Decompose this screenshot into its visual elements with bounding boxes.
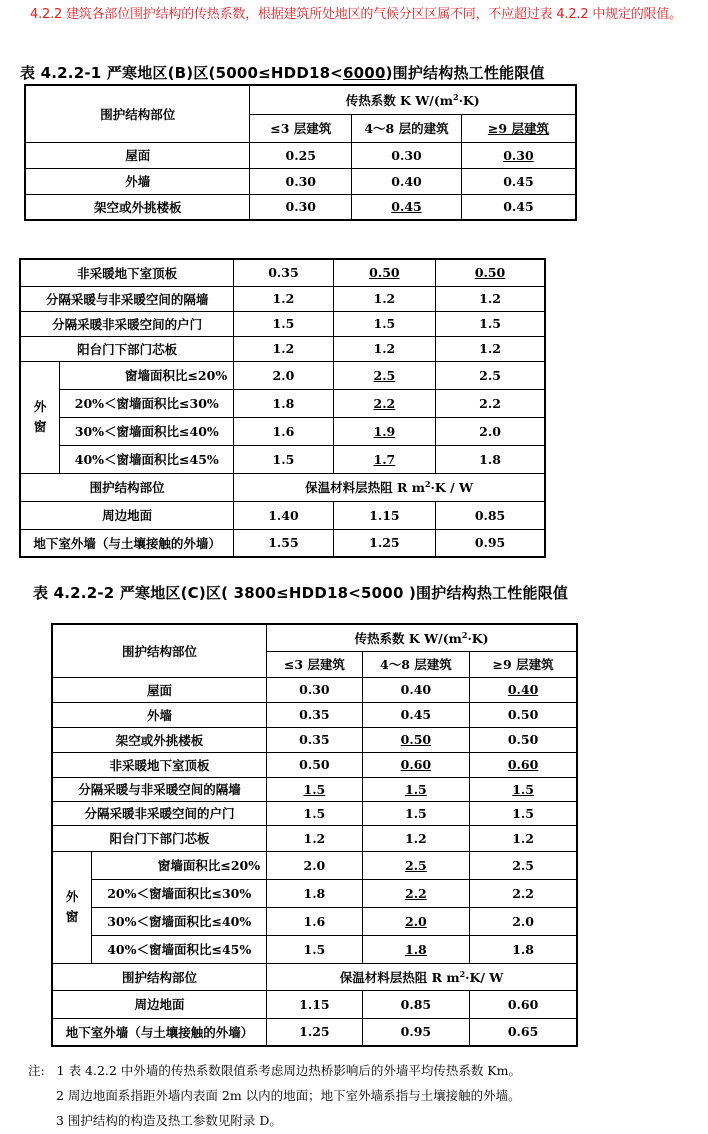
- cell-value: 0.50: [362, 727, 469, 752]
- cell-value: 0.40: [470, 677, 577, 702]
- cell-value: 0.30: [352, 142, 462, 168]
- row-label: 架空或外挑楼板: [52, 727, 267, 752]
- k-header: 传热系数 K $W/(m^2\cdot K)$: [267, 624, 577, 651]
- cell-value: 1.5: [267, 801, 363, 825]
- col-header: ≤3 层建筑: [267, 651, 363, 677]
- cell-value: 1.5: [362, 777, 469, 801]
- r-part-header: 围护结构部位: [20, 473, 234, 501]
- row-label: 屋面: [25, 142, 250, 168]
- part-header: 围护结构部位: [52, 624, 267, 677]
- cell-value: 2.5: [362, 851, 469, 879]
- cell-value: 0.30: [267, 677, 363, 702]
- cell-value: 1.6: [267, 907, 363, 935]
- row-label: 分隔采暖非采暖空间的户门: [52, 801, 267, 825]
- row-label: 外墙: [52, 702, 267, 727]
- row-label: 架空或外挑楼板: [25, 194, 250, 220]
- notes: [28, 1058, 521, 1133]
- cell-value: 2.0: [267, 851, 363, 879]
- cell-value: 1.8: [436, 445, 545, 473]
- col-header: ≥9 层建筑: [470, 651, 577, 677]
- cell-value: 1.2: [436, 336, 545, 361]
- cell-value: 0.30: [250, 168, 352, 194]
- cell-value: 1.25: [267, 1018, 363, 1046]
- cell-value: 2.2: [470, 879, 577, 907]
- row-label: 地下室外墙（与土壤接触的外墙）: [20, 529, 234, 557]
- row-label: 20%＜窗墙面积比≤30%: [92, 879, 267, 907]
- row-label: 阳台门下部门芯板: [52, 825, 267, 851]
- note-3: 3 围护结构的构造及热工参数见附录 D。: [56, 1113, 282, 1128]
- row-label: 非采暖地下室顶板: [52, 752, 267, 777]
- r-part-header: 围护结构部位: [52, 963, 267, 990]
- cell-value: 1.2: [333, 336, 435, 361]
- row-label: 周边地面: [20, 501, 234, 529]
- col-header: 4～8 层的建筑: [352, 114, 462, 142]
- table1-upper: [24, 84, 577, 221]
- cell-value: 0.85: [362, 990, 469, 1018]
- cell-value: 0.45: [461, 168, 576, 194]
- cell-value: 1.5: [470, 777, 577, 801]
- cell-value: 1.5: [267, 935, 363, 963]
- cell-value: 0.50: [470, 702, 577, 727]
- row-label: 非采暖地下室顶板: [20, 259, 234, 286]
- table2-caption: 表 4.2.2-2 严寒地区(C)区( 3800≤HDD18<5000 )围护结构热工性能限值: [33, 584, 569, 602]
- cell-value: 2.5: [436, 361, 545, 389]
- cell-value: 0.95: [436, 529, 545, 557]
- row-label: 屋面: [52, 677, 267, 702]
- table2: [51, 623, 578, 1047]
- r-header: 保温材料层热阻 R $m^2\cdot K / W$: [234, 473, 545, 501]
- cell-value: 0.35: [267, 702, 363, 727]
- cell-value: 0.40: [352, 168, 462, 194]
- row-label: 周边地面: [52, 990, 267, 1018]
- row-label: 地下室外墙（与土壤接触的外墙）: [52, 1018, 267, 1046]
- r-header: 保温材料层热阻 R $m^2\cdot K/$ W: [267, 963, 577, 990]
- row-label: 20%＜窗墙面积比≤30%: [60, 389, 234, 417]
- cell-value: 2.5: [333, 361, 435, 389]
- cell-value: 0.30: [250, 194, 352, 220]
- row-label: 30%＜窗墙面积比≤40%: [92, 907, 267, 935]
- cell-value: 1.2: [362, 825, 469, 851]
- cell-value: 1.2: [436, 286, 545, 311]
- k-header: 传热系数 K $W/(m^2\cdot K)$: [250, 85, 576, 114]
- table1-lower: [19, 258, 546, 558]
- cell-value: 2.2: [436, 389, 545, 417]
- cell-value: 0.40: [362, 677, 469, 702]
- row-label: 40%＜窗墙面积比≤45%: [92, 935, 267, 963]
- part-header: 围护结构部位: [25, 85, 250, 142]
- cell-value: 1.25: [333, 529, 435, 557]
- cell-value: 1.2: [267, 825, 363, 851]
- cell-value: 1.5: [470, 801, 577, 825]
- cell-value: 0.95: [362, 1018, 469, 1046]
- cell-value: 1.2: [333, 286, 435, 311]
- cell-value: 2.0: [234, 361, 333, 389]
- notes-prefix: 注:: [28, 1063, 45, 1078]
- row-label: 分隔采暖与非采暖空间的隔墙: [20, 286, 234, 311]
- cell-value: 1.5: [234, 311, 333, 336]
- cell-value: 0.35: [267, 727, 363, 752]
- cell-value: 1.7: [333, 445, 435, 473]
- window-group-label: 外 窗: [52, 851, 92, 963]
- note-2: 2 周边地面系指距外墙内表面 2m 以内的地面；地下室外墙系指与土壤接触的外墙。: [56, 1088, 521, 1103]
- cell-value: 1.8: [234, 389, 333, 417]
- cell-value: 1.15: [267, 990, 363, 1018]
- cell-value: 1.8: [362, 935, 469, 963]
- cell-value: 1.5: [333, 311, 435, 336]
- cell-value: 0.45: [461, 194, 576, 220]
- cell-value: 1.55: [234, 529, 333, 557]
- col-header: ≥9 层建筑: [461, 114, 576, 142]
- row-label: 外墙: [25, 168, 250, 194]
- table1-caption: 表 4.2.2-1 严寒地区(B)区(5000≤HDD18<6000)围护结构热工性能限值: [20, 64, 545, 82]
- row-label: 阳台门下部门芯板: [20, 336, 234, 361]
- cell-value: 0.25: [250, 142, 352, 168]
- cell-value: 1.8: [470, 935, 577, 963]
- cell-value: 0.50: [333, 259, 435, 286]
- cell-value: 0.45: [352, 194, 462, 220]
- row-label: 窗墙面积比≤20%: [92, 851, 267, 879]
- row-label: 窗墙面积比≤20%: [60, 361, 234, 389]
- cell-value: 0.50: [470, 727, 577, 752]
- row-label: 分隔采暖与非采暖空间的隔墙: [52, 777, 267, 801]
- col-header: 4～8 层建筑: [362, 651, 469, 677]
- col-header: ≤3 层建筑: [250, 114, 352, 142]
- cell-value: 1.5: [362, 801, 469, 825]
- cell-value: 1.2: [234, 336, 333, 361]
- note-1: 注: 1 表 4.2.2 中外墙的传热系数限值系考虑周边热桥影响后的外墙平均传热系数 Km。: [28, 1063, 521, 1078]
- cell-value: 0.50: [267, 752, 363, 777]
- row-label: 30%＜窗墙面积比≤40%: [60, 417, 234, 445]
- cell-value: 0.60: [362, 752, 469, 777]
- cell-value: 0.60: [470, 990, 577, 1018]
- cell-value: 2.0: [436, 417, 545, 445]
- cell-value: 0.30: [461, 142, 576, 168]
- window-group-label: 外 窗: [20, 361, 60, 473]
- cell-value: 0.85: [436, 501, 545, 529]
- cell-value: 1.15: [333, 501, 435, 529]
- cell-value: 1.5: [436, 311, 545, 336]
- cell-value: 0.45: [362, 702, 469, 727]
- cell-value: 1.8: [267, 879, 363, 907]
- cell-value: 0.60: [470, 752, 577, 777]
- cell-value: 2.0: [362, 907, 469, 935]
- cell-value: 1.6: [234, 417, 333, 445]
- cell-value: 1.2: [234, 286, 333, 311]
- cell-value: 0.50: [436, 259, 545, 286]
- cell-value: 1.5: [267, 777, 363, 801]
- cell-value: 2.2: [362, 879, 469, 907]
- cell-value: 1.9: [333, 417, 435, 445]
- cell-value: 1.5: [234, 445, 333, 473]
- row-label: 分隔采暖非采暖空间的户门: [20, 311, 234, 336]
- cell-value: 1.40: [234, 501, 333, 529]
- cell-value: 0.35: [234, 259, 333, 286]
- cell-value: 2.0: [470, 907, 577, 935]
- cell-value: 1.2: [470, 825, 577, 851]
- cell-value: 0.65: [470, 1018, 577, 1046]
- cell-value: 2.2: [333, 389, 435, 417]
- row-label: 40%＜窗墙面积比≤45%: [60, 445, 234, 473]
- intro-paragraph: 4.2.2 建筑各部位围护结构的传热系数，根据建筑所处地区的气候分区区属不同，不应超过表 4.2.2 中规定的限值。: [30, 7, 682, 22]
- cell-value: 2.5: [470, 851, 577, 879]
